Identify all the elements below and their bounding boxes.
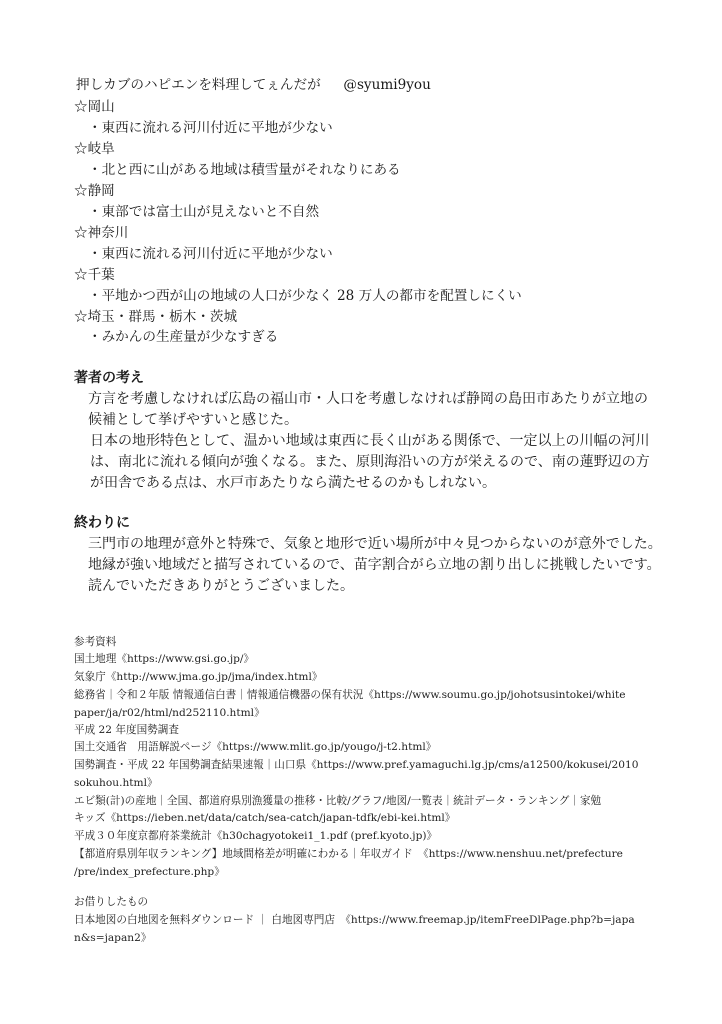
prefecture-name: ☆岡山 [74, 99, 115, 115]
reference-line: 平成 22 年度国勢調査 [74, 724, 179, 736]
reference-line: 平成３０年度京都府茶業統計《h30chagyotokei1_1.pdf (pref.kyoto.jp)》 [74, 830, 438, 842]
reference-line: 総務省｜令和２年版 情報通信白書｜情報通信機器の保有状況《https://www.soumu.go.jp/johotsusintokei/white [74, 689, 626, 701]
reference-line: 【都道府県別年収ランキング】地域間格差が明確にわかる｜年収ガイド 《https://www.nenshuu.net/prefecture [74, 848, 623, 860]
borrowed-heading: お借りしたもの [74, 896, 149, 908]
reference-line: 気象庁《http://www.jma.go.jp/jma/index.html》 [74, 671, 323, 683]
borrowed-line: 日本地図の白地図を無料ダウンロード ｜ 白地図専門店 《https://www.freemap.jp/itemFreeDlPage.php?b=japa [74, 914, 635, 926]
prefecture-note: ・東西に流れる河川付近に平地が少ない [88, 120, 333, 136]
prefecture-note: ・北と西に山がある地域は積雪量がそれなりにある [88, 162, 401, 178]
paragraph-line: 読んでいただきありがとうございました。 [88, 578, 354, 594]
reference-line: 国土地理《https://www.gsi.go.jp/》 [74, 653, 255, 665]
prefecture-note: ・東部では富士山が見えないと不自然 [88, 204, 320, 220]
paragraph-line: は、南北に流れる傾向が強くなる。また、原則海沿いの方が栄えるので、南の蓮野辺の方 [90, 454, 650, 470]
prefecture-name: ☆静岡 [74, 183, 115, 199]
reference-line: 国土交通省 用語解説ページ《https://www.mlit.go.jp/yougo/j-t2.html》 [74, 741, 437, 753]
reference-line: 国勢調査・平成 22 年国勢調査結果速報｜山口県《https://www.pref.yamaguchi.lg.jp/cms/a12500/kokusei/2010 [74, 759, 639, 771]
prefecture-name: ☆岐阜 [74, 141, 115, 157]
paragraph-line: 方言を考慮しなければ広島の福山市・人口を考慮しなければ静岡の島田市あたりが立地の [88, 391, 648, 407]
reference-line: /pre/index_prefecture.php》 [74, 866, 225, 878]
reference-line: キッズ《https://ieben.net/data/catch/sea-catch/japan-tdfk/ebi-kei.html》 [74, 812, 456, 824]
author-handle: @syumi9you [343, 77, 431, 93]
paragraph-line: が田舎である点は、水戸市あたりなら満たせるのかもしれない。 [90, 475, 496, 491]
paragraph-line: 三門市の地理が意外と特殊で、気象と地形で近い場所が中々見つからないのが意外でした。 [88, 536, 662, 552]
reference-line: sokuhou.html》 [74, 777, 158, 789]
section-heading-author-thoughts: 著者の考え [74, 370, 144, 386]
reference-line: paper/ja/r02/html/nd252110.html》 [74, 707, 265, 719]
prefecture-note: ・平地かつ西が山の地域の人口が少なく 28 万人の都市を配置しにくい [88, 288, 522, 304]
paragraph-line: 候補として挙げやすいと感じた。 [88, 412, 298, 428]
section-heading-conclusion: 終わりに [74, 515, 130, 531]
reference-line: エビ類(計)の産地｜全国、都道府県別漁獲量の推移・比較/グラフ/地図/一覧表｜統計データ・ランキング｜家勉 [74, 795, 602, 807]
intro-line [76, 75, 431, 95]
intro-title: 押しカブのハピエンを料理してぇんだが [76, 77, 321, 93]
prefecture-name: ☆埼玉・群馬・栃木・茨城 [74, 309, 238, 325]
prefecture-note: ・東西に流れる河川付近に平地が少ない [88, 246, 333, 262]
prefecture-note: ・みかんの生産量が少なすぎる [88, 329, 279, 345]
references-heading: 参考資料 [74, 636, 117, 648]
borrowed-line: n&s=japan2》 [74, 932, 152, 944]
prefecture-name: ☆神奈川 [74, 225, 129, 241]
prefecture-name: ☆千葉 [74, 267, 115, 283]
paragraph-line: 日本の地形特色として、温かい地域は東西に長く山がある関係で、一定以上の川幅の河川 [90, 433, 650, 449]
paragraph-line: 地縁が強い地域だと描写されているので、苗字割合がら立地の割り出しに挑戦したいです。 [88, 557, 661, 573]
